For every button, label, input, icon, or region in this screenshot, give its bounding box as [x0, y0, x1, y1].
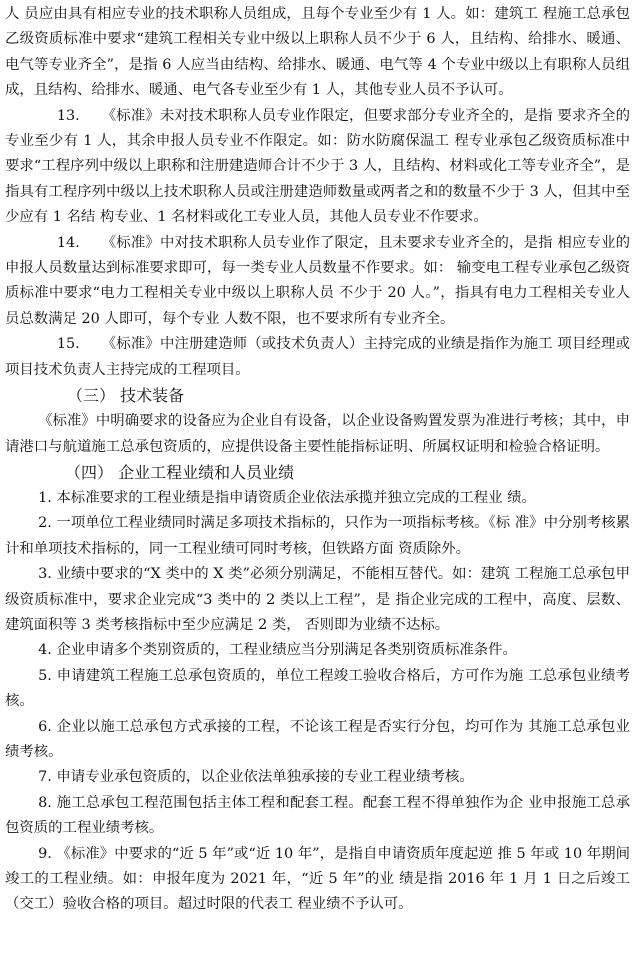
paragraph-performance-2: 2. 一项单位工程业绩同时满足多项技术指标的，只作为一项指标考核。《标 准》中分别考核累计和单项技术指标的，同一工程业绩可同时考核，但铁路方面 资质除外。 — [5, 515, 630, 557]
paragraph-performance-9: 9. 《标准》中要求的“近 5 年”或“近 10 年”，是指自申请资质年度起逆 推 5 年或 10 年期间竣工的工程业绩。如：申报年度为 2021 年，“近 5 年”的业 绩是指 2016 年 1 月 1 日之后竣工（交工）验收合格的项目。超过时限的代表工 程业绩不予认可。 — [5, 845, 630, 913]
paragraph-performance-4: 4. 企业申请多个类别资质的，工程业绩应当分别满足各类别资质标准条件。 — [38, 642, 517, 659]
paragraph-staff-continuation: 人 员应由具有相应专业的技术职称人员组成，且每个专业至少有 1 人。如：建筑工 程施工总承包乙级资质标准中要求“建筑工程相关专业中级以上职称人员不少于 6 人，且结构、给排水、暖通、电气等专业齐全”，是指 6 人应当由结构、给排水、暖通、电气等 4 个专业中级以上有职称人员组成，且结构、给排水、暖通、电气各专业至少有 1 人，其他专业人员不予认可。 — [5, 6, 630, 99]
section-heading-performance: （四） 企业工程业绩和人员业绩 — [65, 462, 295, 482]
paragraph-item-14: 14. 《标准》中对技术职称人员专业作了限定，且未要求专业齐全的，是指 相应专业的申报人员数量达到标准要求即可，每一类专业人员数量不作要求。如： 输变电工程专业承包乙级资质标准中要求“电力工程相关专业中级以上职称人员 不少于 20 人。”，指具有电力工程相关专业人员总数满足 20 人即可，每个专业 人数不限，也不要求所有专业齐全。 — [5, 234, 630, 327]
paragraph-item-13: 13. 《标准》未对技术职称人员专业作限定，但要求部分专业齐全的，是指 要求齐全的专业至少有 1 人，其余申报人员专业不作限定。如：防水防腐保温工 程专业承包乙级资质标准中要求“工程序列中级以上职称和注册建造师合计不少于 3 人，且结构、材料或化工等专业齐全”，是指具有工程序列中级以上技术职称人员或注册建造师数量或两者之和的数量不少于 3 人，但其中至少应有 1 名结 构专业、1 名材料或化工专业人员，其他人员专业不作要求。 — [5, 107, 630, 226]
section-heading-equipment: （三） 技术装备 — [67, 386, 185, 406]
paragraph-performance-1: 1. 本标准要求的工程业绩是指申请资质企业依法承揽并独立完成的工程业 绩。 — [38, 489, 536, 506]
paragraph-performance-8: 8. 施工总承包工程范围包括主体工程和配套工程。配套工程不得单独作为企 业申报施工总承包资质的工程业绩考核。 — [5, 794, 630, 837]
paragraph-performance-5: 5. 申请建筑工程施工总承包资质的，单位工程竣工验收合格后，方可作为施 工总承包业绩考核。 — [5, 667, 630, 710]
paragraph-item-15: 15. 《标准》中注册建造师（或技术负责人）主持完成的业绩是指作为施工 项目经理或项目技术负责人主持完成的工程项目。 — [5, 336, 630, 378]
paragraph-equipment: 《标准》中明确要求的设备应为企业自有设备，以企业设备购置发票为准进行考核；其中，申请港口与航道施工总承包资质的，应提供设备主要性能指标证明、所属权证明和检验合格证明。 — [5, 413, 630, 455]
paragraph-performance-3: 3. 业绩中要求的“X 类中的 X 类”必须分别满足，不能相互替代。如：建筑 工程施工总承包甲级资质标准中，要求企业完成“3 类中的 2 类以上工程”，是 指企业完成的工程中，高度、层数、建筑面积等 3 类考核指标中至少应满足 2 类， 否则即为业绩不达标。 — [5, 566, 630, 633]
paragraph-performance-6: 6. 企业以施工总承包方式承接的工程，不论该工程是否实行分包，均可作为 其施工总承包业绩考核。 — [5, 718, 630, 760]
paragraph-performance-7: 7. 申请专业承包资质的，以企业依法单独承接的专业工程业绩考核。 — [38, 769, 474, 786]
